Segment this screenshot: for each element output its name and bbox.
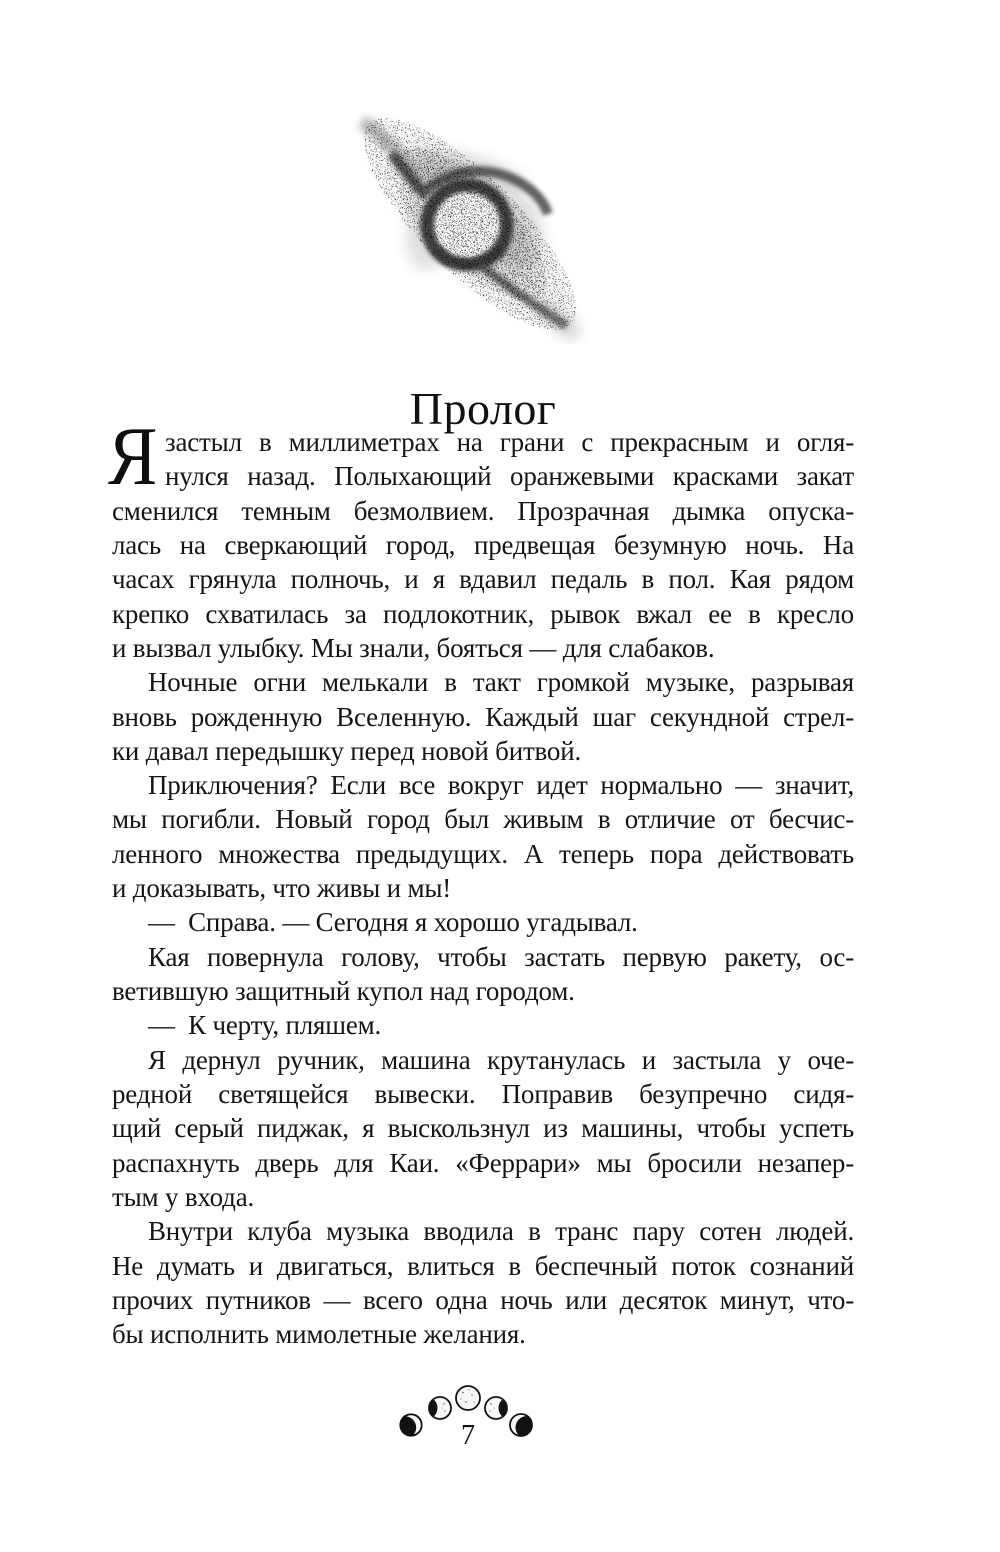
full-moon-icon [456, 1386, 480, 1410]
text-line: часах грянула полночь, и я вдавил педаль в пол. Кая рядом [112, 564, 854, 595]
text-line: тым у входа. [112, 1181, 255, 1212]
text-line: Внутри клуба музыка вводила в транс пару сотен людей. [148, 1216, 854, 1247]
chapter-title: Пролог [409, 382, 557, 434]
galaxy-ornament [352, 106, 592, 344]
text-line: крепко схватилась за подлокотник, рывок вжал ее в кресло [112, 598, 854, 629]
drop-cap: Я [108, 410, 158, 503]
page-number: 7 [461, 1420, 475, 1451]
paragraph [112, 905, 854, 939]
waxing-gibbous-moon-icon [415, 1397, 452, 1420]
text-line: прочих путников — всего одна ночь или десяток минут, что- [112, 1284, 854, 1315]
text-line: и вызвал улыбку. Мы знали, бояться — для слабаков. [112, 632, 715, 663]
text-line: редной светящейся вывески. Поправив безупречно сидя- [112, 1078, 854, 1109]
paragraph [112, 1043, 854, 1215]
text-line: застыл в миллиметрах на грани с прекрасным и огля- [165, 427, 854, 457]
text-line: Не думать и двигаться, влиться в беспечный поток сознаний [112, 1250, 854, 1281]
text-line: вновь рожденную Вселенную. Каждый шаг секундной стрел- [112, 701, 854, 732]
text-line: Ночные огни мелькали в такт громкой музыке, разрывая [148, 667, 854, 698]
text-line: бы исполнить мимолетные желания. [112, 1319, 526, 1350]
text-line: ленного множества предыдущих. А теперь пора действовать [112, 838, 854, 869]
paragraph [112, 1008, 854, 1042]
paragraph [112, 665, 854, 768]
text-line: лась на сверкающий город, предвещая безумную ночь. На [112, 529, 854, 560]
paragraph [112, 940, 854, 1009]
text-line: ки давал передышку перед новой битвой. [112, 735, 582, 766]
text-line: и доказывать, что живы и мы! [112, 873, 452, 904]
text-line: мы погибли. Новый город был живым в отличие от бесчис- [112, 804, 854, 835]
text-line: распахнуть дверь для Каи. «Феррари» мы бросили незапер- [112, 1147, 854, 1178]
text-line: Я дернул ручник, машина крутанулась и застыла у оче- [148, 1044, 854, 1075]
body-text [108, 410, 854, 1351]
text-line: — Справа. — Сегодня я хорошо угадывал. [148, 907, 638, 938]
text-line: нулся назад. Полыхающий оранжевыми красками закат [165, 461, 854, 492]
galaxy-icon [352, 106, 592, 344]
text-line: щий серый пиджак, я выскользнул из машины, чтобы успеть [112, 1113, 854, 1144]
paragraph [108, 410, 854, 665]
text-line: ветившую защитный купол над городом. [112, 976, 575, 1006]
text-line: сменился темным безмолвием. Прозрачная дымка опуска- [112, 495, 854, 526]
paragraph [112, 768, 854, 905]
text-line: — К черту, пляшем. [148, 1010, 382, 1041]
paragraph [112, 1214, 854, 1351]
text-line: Кая повернула голову, чтобы застать первую ракету, ос- [148, 941, 854, 972]
text-line: Приключения? Если все вокруг идет нормально — значит, [148, 770, 854, 801]
